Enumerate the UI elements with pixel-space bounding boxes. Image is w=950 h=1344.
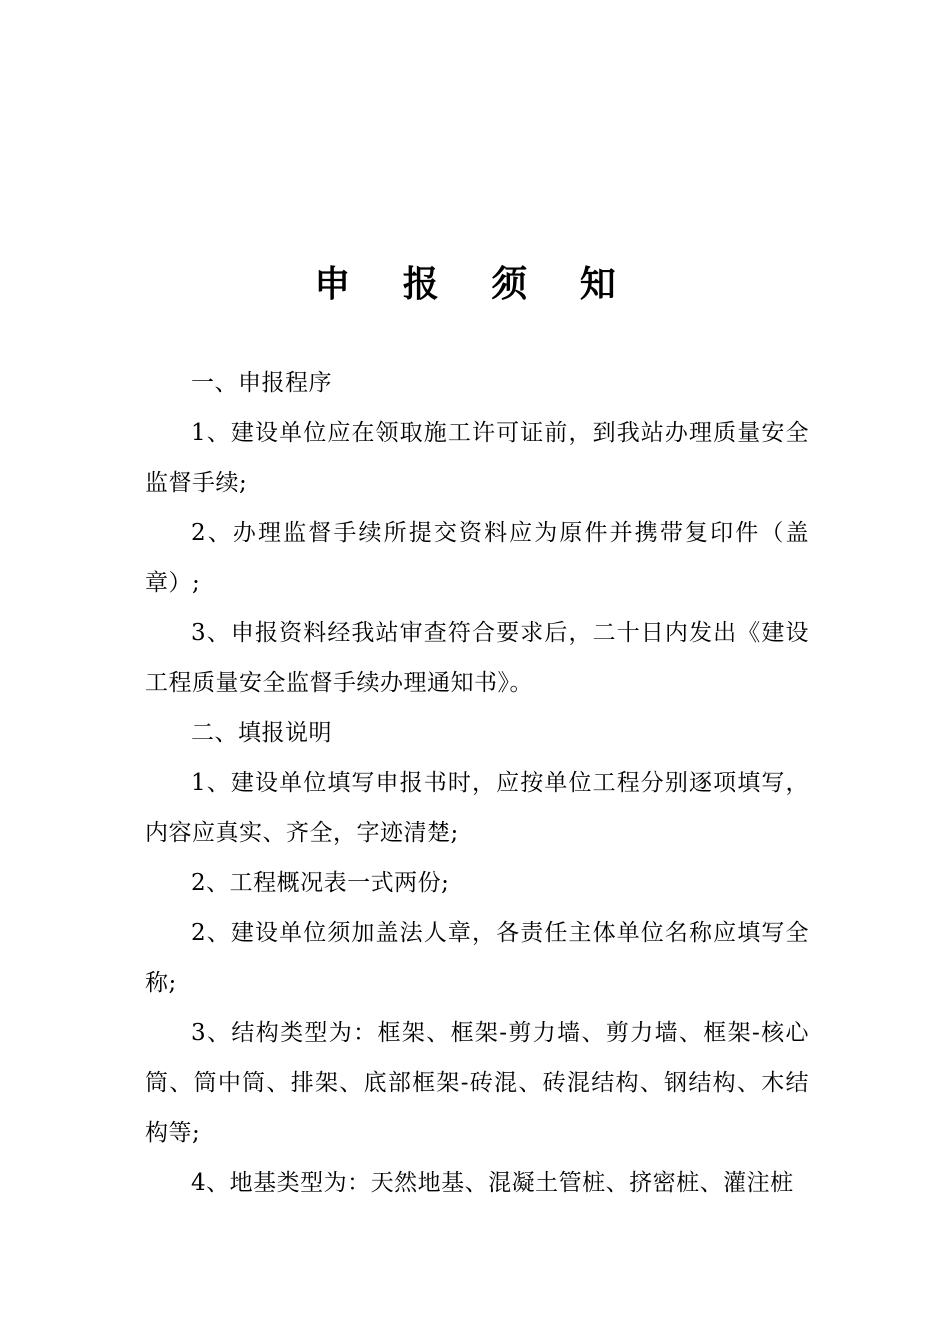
instruction-item-2b: 2、建设单位须加盖法人章，各责任主体单位名称应填写全称;: [145, 920, 809, 996]
instruction-item-4: 4、地基类型为：天然地基、混凝土管桩、挤密桩、灌注桩: [191, 1170, 794, 1196]
procedure-item-1: 1、建设单位应在领取施工许可证前，到我站办理质量安全监督手续;: [145, 420, 809, 496]
section-heading-instructions: 二、填报说明: [191, 720, 332, 746]
instruction-item-3: 3、结构类型为：框架、框架-剪力墙、剪力墙、框架-核心筒、筒中筒、排架、底部框架-砖混、砖混结构、钢结构、木结构等;: [145, 1020, 809, 1146]
instruction-item-1: 1、建设单位填写申报书时，应按单位工程分别逐项填写，内容应真实、齐全，字迹清楚;: [145, 770, 809, 846]
section-heading-procedure: 一、申报程序: [191, 370, 332, 396]
document-body: [145, 358, 809, 1208]
procedure-item-3: 3、申报资料经我站审查符合要求后，二十日内发出《建设工程质量安全监督手续办理通知书》。: [145, 620, 809, 696]
instruction-item-2: 2、工程概况表一式两份;: [191, 870, 450, 896]
page-title: 申 报 须 知: [314, 264, 636, 305]
procedure-item-2: 2、办理监督手续所提交资料应为原件并携带复印件（盖章）;: [145, 520, 809, 596]
